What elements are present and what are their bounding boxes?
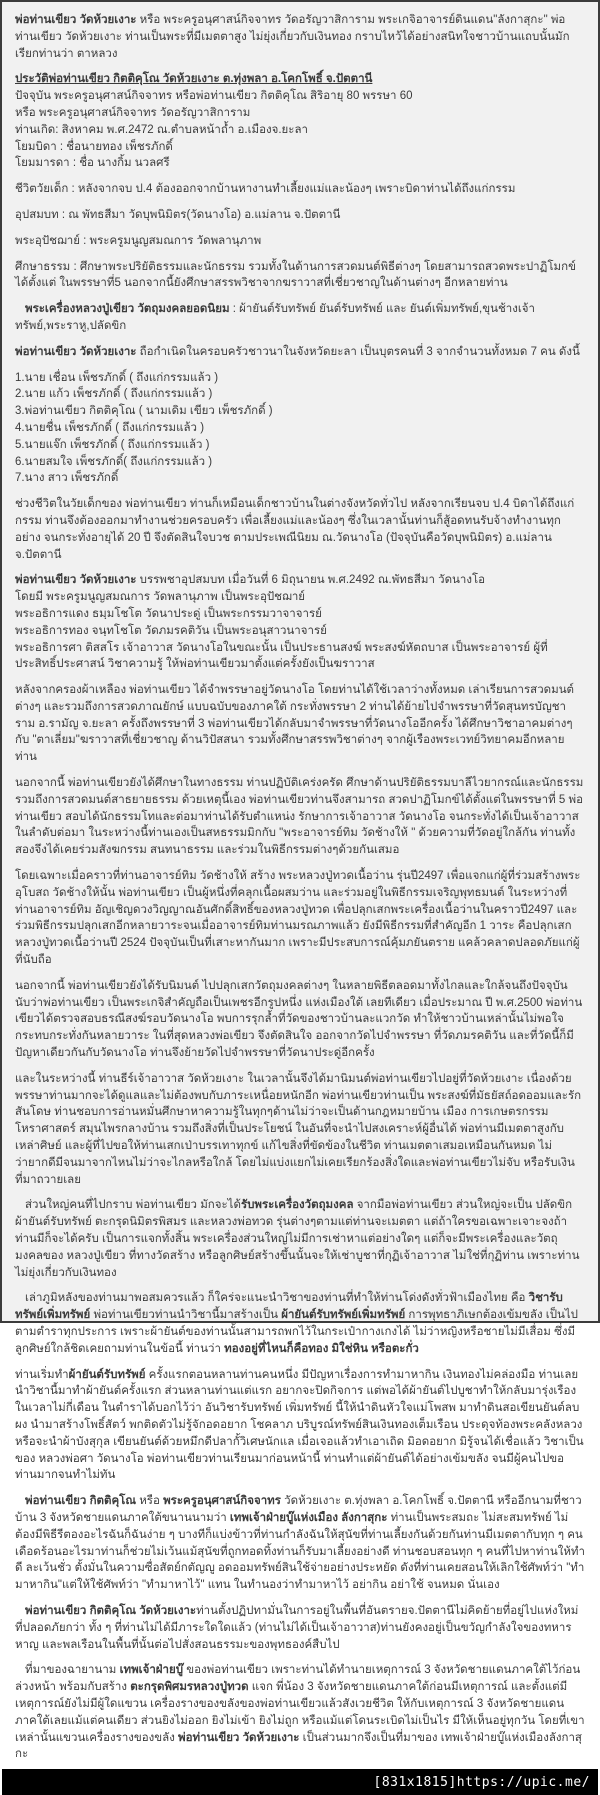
body-text: 1.นาย เชื่อน เพ็ชรภักดิ์ ( ถึงแก่กรรมแล้ว ) (15, 371, 219, 384)
body-text: โดยเฉพาะเมื่อคราวที่ท่านอาจารย์ทิม วัดช้างให้ สร้าง พระหลวงปู่ทวดเนื้อว่าน รุ่นปี2497 เพื่อแจกแก่ผู้ที่ร่วมสร้างพระอุโบสถ วัดช้างให้นั้น พ่อท่านเขียว เป็นผู้หนึ่งที่คลุกเนื้อผสมว่าน และร่วมอยู่ในพิธีกรรมเจริญพุทธมนต์ ในระหว่างที่ท่านอาจารย์ทิม อัญเชิญดวงวิญญาณอันศักดิ์สิทธิ์ของหลวงปู่ทวด เพื่อปลุกเสกพระเครื่องเนื้อว่านในคราวปี2497 และร่วมพิธีกรรมปลุกเสกอีกหลายวาระจนเมื่ออาจารย์ทิมท่านมรณภาพแล้ว ยังมีพิธีกรรมที่สำคัญอีก 1 วาระ คือปลุกเสกหลวงปู่ทวดเนื้อว่านปี 2524 ปัจจุบันเป็นที่เสาะหากันมาก เพราะมีประสบการณ์คุ้มภยันตราย แคล้วคลาดปลอดภัยแก่ผู้ที่นับถือ (15, 870, 581, 967)
paragraph (15, 1071, 585, 1189)
paragraph (15, 589, 585, 606)
emphasized-text: พ่อท่านเขียว กิตติคุโณ วัดห้วยเงาะ (25, 1604, 197, 1617)
paragraph (15, 682, 585, 766)
body-text: ส่วนใหญ่คนที่ไปกราบ พ่อท่านเขียว มักจะได้ (25, 1199, 241, 1212)
watermark-bar (2, 1769, 598, 1795)
body-text: 2.นาย แก้ว เพ็ชรภักดิ์ ( ถึงแก่กรรมแล้ว ) (15, 388, 213, 401)
paragraph (15, 233, 585, 250)
paragraph (15, 370, 585, 387)
body-text: ถือกำเนิดในครอบครัวชาวนาในจังหวัดยะลา เป็นบุตรคนที่ 3 จากจำนวนทั้งหมด 7 คน ดังนี้ (136, 345, 580, 358)
paragraph (15, 623, 585, 640)
body-text: โยมมารดา : ชื่อ นางกิ้ม นวลศรี (15, 157, 170, 170)
paragraph (15, 139, 585, 156)
paragraph (15, 1367, 585, 1485)
body-text: ท่านเริ่มทำ (15, 1368, 69, 1381)
emphasized-text: พระครูอนุศาสน์กิจจาทร (163, 1495, 281, 1508)
body-text: และในระหว่างนี้ ท่านธีร์เจ้าอาวาส วัดห้วยเงาะ ในเวลานั้นจึงได้มานิมนต์พ่อท่านเขียวไปอยู่ที่วัดห้วยเงาะ เนื่องด้วยพรรษาท่านมากจะได้ดูแลและไม่ต้องพบกับภาระเหนื่อยหนักอีก พ่อท่านเขียวท่านเป็น พระสงฆ์ที่มัธยัสถ์อดออมและรักสันโดษ ท่านชอบการอ่านหมั่นศึกษาหาความรู้ในทุกๆด้านไม่ว่าจะเป็นด้านกฎหมายบ้าน เมือง การเกษตรกรรม โหราศาสตร์ สมุนไพรกลางบ้าน รวมถึงสิ่งที่เป็นประโยชน์ ในอันที่จะนำไปสงเคราะห์ผู้อื่นได้ พ่อท่านมีเมตตาสูงกับเหล่าศิษย์ และผู้ที่ไปขอให้ท่านเสกเป่าบรรเทาทุกข์ แก้ไขสิ่งที่ขัดข้องในชีวิต ท่านเมตตาเสมอเหมือนกันหมด ไม่ว่ายากดีมีจนมาจากไหนไม่ว่าจะไกลหรือใกล้ โดยไม่แบ่งแยกไม่เคยเรียกร้องสิ่งใดและพ่อท่านเขียวไม่จับ หรือรับเงินที่มาถวายเลย (15, 1072, 582, 1186)
body-text: โยมบิดา : ชื่อนายทอง เพ็ชรภักดิ์ (15, 140, 173, 153)
emphasized-text: ผ้ายันต์รับทรัพย์เพิ่มทรัพย์ (281, 1309, 406, 1322)
body-text: บรรพชาอุปสมบท เมื่อวันที่ 6 มิถุนายน พ.ศ.2492 ณ.พัทธสีมา วัดนางโอ (136, 574, 486, 587)
paragraph (15, 1493, 585, 1594)
body-text: 3.พ่อท่านเขียว กิตติคุโณ ( นามเดิม เขียว เพ็ชรภักดิ์ ) (15, 405, 273, 418)
emphasized-text: ตะกรุดพิศมรหลวงปู่ทวด (130, 1681, 249, 1694)
paragraph (15, 775, 585, 859)
emphasized-text: พ่อท่านเขียว วัดห้วยเงาะ (15, 14, 137, 26)
emphasized-text: พระเครื่องหลวงปู่เขียว วัตถุมงคลยอดนิยม (25, 303, 230, 316)
paragraph (15, 1290, 585, 1357)
watermark-text: [831x1815]https://upic.me/ (373, 1774, 590, 1790)
paragraph (15, 207, 585, 224)
emphasized-text: พ่อท่านเขียว วัดห้วยเงาะ (178, 1731, 300, 1744)
body-text: เล่าภูมิหลังของท่านมาพอสมควรแล้ว ก็ใคร่จะแนะนำวิชาของท่านที่ทำให้ท่านโด่งดังทั่วฟ้าเมืองไทย คือ (25, 1292, 529, 1305)
body-text: จากมือพ่อท่านเขียว ส่วนใหญ่จะเป็น ปลัดขิก ผ้ายันต์รับทรัพย์ ตะกรุดนิมิตรพิสมร และหลวงพ่อทวด รุ่นต่างๆตามแต่ท่านจะเมตตา แต่ถ้าใครขอเฉพาะเจาะจงถ้าท่านมีก็จะได้ครับ เป็นการแจกทั้งสิ้น พระเครื่องส่วนใหญ่ไม่มีการเช่าหาแต่อย่างใดๆ แต่ก็จะมีพระเครื่องและวัตถุมงคลของ หลวงปู่เขียว ที่ทางวัดสร้าง หรือลูกศิษย์สร้างขึ้นนั้นจะให้เช่าบูชาที่กุฏิเจ้าอาวาส ไม่ใช่ที่กุฏิท่าน เพราะท่านไม่ยุ่งเกี่ยวกับเงินทอง (15, 1199, 580, 1279)
body-text: ครั้งแรกตอนหลานท่านคนหนึ่ง มีปัญหาเรื่องการทำมาหากิน เงินทองไม่คล่องมือ ท่านเลยนำวิชานี้มาทำผ้ายันต์ครั้งแรก ส่วนหลานท่านแต่แรก อยากจะปิดกิจการ แต่พอได้ผ้ายันต์ไปบูชาทำให้กลับมารุ่งเรืองในเวลาไม่กี่เดือน ในตำราได้บอกไว้ว่า อันวิชารับทรัพย์ เพิ่มทรัพย์ นี้ให้นำดินหัวใจแม่โพสพ มาทำดินสอเขียนยันต์ลบผง นำมาสร้างโพธิ์สัตว์ พกติดตัวไม่รู้จักอดอยาก โชคลาภ บริบูรณ์ทรัพย์สินเงินทองเต็มเรือน ประดุจท้องพระคลังหลวง หรือจะนำผ้าบังสุกุล เขียนยันต์ด้วยหมึกดีปลากั้วิเศษนักแล เมื่อเจอแล้วทำเอาเถิด มิอดอยาก มิรู้จนได้เชื่อแล้ว วิชาเป็นของ หลวงพ่อศา วัดนางโอ พ่อท่านเขียวท่านเรียนมาก่อนหน้านี้ ท่านทำแต่ผ้ายันต์ได้อย่างเข้มขลัง จนมีผู้คนไปขอท่านมากจนทำไม่ทัน (15, 1368, 584, 1482)
section-heading (15, 71, 585, 88)
paragraph (15, 606, 585, 623)
body-text: : ผ้ายันต์รับทรัพย์ ยันต์รับทรัพย์ และ ยันต์เพิ่มทรัพย์,ขุนช้างเจ้าทรัพย์,พระราหู,ปลัดขิก (15, 303, 535, 332)
body-text: การพุทธาภิเษกต้องเข้มขลัง เป็นไปตามตำราทุกประการ เพราะผ้ายันต์ของท่านนั้นสามารถพกไว้ในกระเป๋ากางเกงได้ ไม่ว่าหญิงหรือชายไม่มีเสื่อม ซึ่งมีลูกศิษย์ใกล้ชิดเคยถามท่านในข้อนี้ ท่านว่า (15, 1309, 578, 1355)
paragraph (15, 420, 585, 437)
paragraph (15, 1603, 585, 1653)
body-text: ชีวิตวัยเด็ก : หลังจากจบ ป.4 ต้องออกจากบ้านหางานทำเลี้ยงแม่และน้องๆ เพราะบิดาท่านได้ถึงแก่กรรม (15, 183, 516, 196)
emphasized-text: เทพเจ้าฝ่ายบู๊ (119, 1664, 184, 1677)
body-text: ท่านเป็นพระสมถะ ไม่สะสมทรัพย์ ไม่ต้องมีพิธีรีตองอะไรฉันก็ฉันง่าย ๆ บางทีก็แบ่งข้าวที่ท่านกำลังฉันให้สุนัขที่ท่านเลี้ยงกันด้วยกันท่านมีเมตตากับทุก ๆ คน เดือดร้อนอะไรมาท่านก็ช่วยไม่เว้นแม้สุนัขที่ถูกทอดทิ้งท่านก็รับมาเลี้ยงอย่างดี ท่านชอบสอนทุก ๆ คนที่ไปหาท่านให้ทำดี ละเว้นชั่ว ตั้งมั่นในความซื่อสัตย์กตัญญู อดออมทรัพย์สินใช้จ่ายอย่างประหยัด ดังที่ท่านเคยสอนให้เลิกใช้ศัพท์ว่า "ทำมาหากิน"แต่ให้ใช้ศัพท์ว่า "ทำมาหาไว้" แทน ในทำนองว่าทำมาหาไว้ อย่ากิน อย่าใช้ จนหมด นั่นเอง (15, 1511, 585, 1592)
body-text: พระอธิการศา ติสสโร เจ้าอาวาส วัดนางโอในขณะนั้น เป็นประธานสงฆ์ พระสงฆ์หัตถบาส เป็นพระอาจารย์ ผู้ที่ประสิทธิ์ประศาสน์ วิชาความรู้ ให้พ่อท่านเขียวมาตั้งแต่ครั้งยังเป็นฆราวาส (15, 641, 548, 671)
body-text: นอกจากนี้ พ่อท่านเขียวยังได้ศึกษาในทางธรรม ท่านปฏิบัติเคร่งครัด ศึกษาด้านปริยัติธรรมบาลีไวยากรณ์และนักธรรม รวมถึงการสวดมนต์สาธยายธรรม ด้วยเหตุนี้เอง พ่อท่านเขียวท่านจึงสามารถ สวดปาฏิโมกข์ได้ตั้งแต่ในพรรษาที่ 5 พ่อท่านเขียว สอบได้นักธรรมโทและต่อมาท่านได้รับตำแหน่ง รักษาการเจ้าอาวาส วัดนางโอ จนกระทั่งได้เป็นเจ้าอาวาสในลำดับต่อมา ในระหว่างนี้ท่านเองเป็นสหธรรมมิกกับ "พระอาจารย์ทิม วัดช้างให้ " ด้วยความที่วัดอยู่ใกล้กัน ท่านทั้งสองจึงได้เคยร่วมสังฆกรรม สนทนาธรรม และร่วมในพิธีกรรมต่างๆด้วยกันเสมอ (15, 777, 584, 857)
body-text: แจก พี่น้อง 3 จังหวัดชายแดนภาคใต้ก่อนมีเหตุการณ์ และตั้งแต่มีเหตุการณ์ยังไม่มีผู้ใดแขวน เครื่องรางของขลังของพ่อท่านเขียวแล้วสังเวยชีวิต ให้กับเหตุการณ์ 3 จังหวัดชายแดนภาคใต้เลยแม้แต่คนเดียว ส่วนยิงไม่ออก ยิงไม่เข้า ยิงไม่ถูก หรือแม้แต่โดนระเบิดไม่เป็นไร มีให้เห็นอยู่ทุกวัน โดยที่เขาเหล่านั้นแขวนเครื่องรางของขลัง (15, 1681, 585, 1744)
emphasized-text: ผ้ายันต์รับทรัพย์ (68, 1368, 146, 1381)
paragraph (15, 640, 585, 674)
paragraph (15, 122, 585, 139)
body-text: ของพ่อท่านเขียว เพราะท่านได้ทำนายเหตุการณ์ 3 จังหวัดชายแดนภาคใต้ไว้ก่อนล่วงหน้า พร้อมกับสร้าง (15, 1664, 581, 1694)
body-text: หลังจากครองผ้าเหลือง พ่อท่านเขียว ได้จำพรรษาอยู่วัดนางโอ โดยท่านได้ใช้เวลาว่างทั้งหมด เล่าเรียนการสวดมนต์ต่างๆ และรวมถึงการสวดภาณยักษ์ แบบฉบับของภาคใต้ กระทั่งพรรษา 2 ท่านได้ย้ายไปจำพรรษาที่วัดสุนทรบัญชาราม อ.รามัญ จ.ยะลา ครั้งถึงพรรษาที่ 3 พ่อท่านเขียวได้กลับมาจำพรรษาที่วัดนางโออีกครั้ง ได้ศึกษาวิชาอาคมต่างๆ กับ "ตาเลี่ยม"ฆราวาสที่เชี่ยวชาญ ด้านวิปัสสนา รวมทั้งศึกษาสรรพวิชาต่างๆ จากผู้เรืองพระเวทย์วิทยาคมอีกหลายท่าน (15, 684, 575, 764)
body-text: ช่วงชีวิตในวัยเด็กของ พ่อท่านเขียว ท่านก็เหมือนเด็กชาวบ้านในต่างจังหวัดทั่วไป หลังจากเรียนจบ ป.4 บิดาได้ถึงแก่กรรม ท่านจึงต้องออกมาทำงานช่วยครอบครัว เพื่อเลี้ยงแม่และน้องๆ ซึ่งในเวลานั้นท่านก็สู้อดทนรับจ้างทำงานทุกอย่าง จนกระทั่งอายุได้ 20 ปี จึงตัดสินใจบวช ตามประเพณีนิยม ณ.วัดนางโอ (ปัจจุบันคือวัดบุพนิมิตร) อ.แม่ลาน จ.ปัตตานี (15, 498, 575, 561)
paragraph (15, 259, 585, 293)
paragraph (15, 301, 585, 335)
emphasized-text: พ่อท่านเขียว กิตติคุโณ (25, 1495, 137, 1508)
paragraph (15, 1662, 585, 1763)
body-text: โดยมี พระครูมนูญสมณการ วัดพลานุภาพ เป็นพระอุปัชฌาย์ (15, 591, 306, 604)
body-text: พ่อท่านเขียวท่านนำวิชานี้มาสร้างเป็น (90, 1309, 282, 1322)
emphasized-text: เทพเจ้าฝ่ายบู๊แห่งเมือง ลังกาสุกะ (229, 1511, 388, 1524)
paragraph (15, 868, 585, 969)
paragraph (15, 386, 585, 403)
body-text: พระอธิการทอง จนฺทโชโต วัดภมรคติวัน เป็นพระอนุสาวนาจารย์ (15, 624, 327, 637)
body-text: ท่านตั้งปฏิปทามั่นในการอยู่ในพื้นที่อันตรายจ.ปัตตานีไม่คิดย้ายที่อยู่ไปแห่งใหม่ที่ปลอดภัยกว่า ทั้ง ๆ ที่ท่านไม่ได้มีภาระใดใดแล้ว (ท่านไม่ได้เป็นเจ้าอาวาส)ท่านยังคงอยู่เป็นขวัญกำลังใจของทหารหาญ และพลเรือนในพื้นที่นั้นต่อไปสั่งสอนธรรมะของพุทธองค์สืบไป (15, 1604, 579, 1651)
paragraph (15, 572, 585, 589)
body-text: วัดห้วยเงาะ ต.ทุ่งพลา อ.โคกโพธิ์ จ.ปัตตานี หรืออีกนามที่ชาวบ้าน 3 จังหวัดชายแดนภาคใต้ขนานนามว่า (15, 1495, 582, 1524)
paragraph (15, 88, 585, 105)
body-text: หรือ (136, 1495, 164, 1508)
emphasized-text: วิชารับทรัพย์เพิ่มทรัพย์ (15, 1292, 563, 1322)
body-text: อุปสมบท : ณ พัทธสีมา วัดบุพนิมิตร(วัดนางโอ) อ.แม่ลาน จ.ปัตตานี (15, 208, 341, 221)
paragraph (15, 344, 585, 361)
body-text: หรือ พระครูอนุศาสน์กิจจาทร วัดอรัญวาสิการาม พระเกจิอาจารย์ดินแดน"ลังกาสุกะ" พ่อท่านเขียว วัดห้วยเงาะ ท่านเป็นพระที่มีเมตตาสูง ไม่ยุ่งเกี่ยวกับเงินทอง กราบไหว้ได้อย่างสนิทใจชาวบ้านแถบนั้นมักเรียกท่านว่า ตาหลวง (15, 14, 570, 60)
body-text: ที่มาของฉายานาม (25, 1664, 120, 1677)
body-text: ศึกษาธรรม : ศึกษาพระปริยัติธรรมและนักธรรม รวมทั้งในด้านการสวดมนต์พิธีต่างๆ โดยสามารถสวดพระปาฏิโมกข์ได้ตั้งแต่ ในพรรษาที่5 นอกจากนี้ยังศึกษาสรรพวิชาจากฆราวาสที่เชี่ยวชาญในด้านต่างๆ อีกหลายท่าน (15, 260, 576, 290)
body-text: พระอุปัชฌาย์ : พระครูมนูญสมณการ วัดพลานุภาพ (15, 234, 262, 247)
paragraph (15, 496, 585, 563)
body-text: เป็นส่วนมากจึงเป็นที่มาของ เทพเจ้าฝ่ายบู๊แห่งเมืองลังกาสุกะ (15, 1731, 582, 1761)
body-text: หรือ พระครูอนุศาสน์กิจจาทร วัดอรัญวาสิการาม (15, 106, 251, 119)
paragraph (15, 12, 585, 62)
body-text: ปัจจุบัน พระครูอนุศาสน์กิจจาทร หรือพ่อท่านเขียว กิตติคุโณ สิริอายุ 80 พรรษา 60 (15, 90, 413, 103)
emphasized-text: พ่อท่านเขียว วัดห้วยเงาะ (15, 345, 137, 358)
paragraph (15, 181, 585, 198)
emphasized-text: ทองอยู่ที่ไหนก็คือทอง มิใช่หิน หรือตะกั่ว (224, 1342, 419, 1355)
paragraph (15, 454, 585, 471)
document-body (2, 2, 598, 1769)
paragraph (15, 403, 585, 420)
paragraph (15, 1197, 585, 1281)
body-text: นอกจากนี้ พ่อท่านเขียวยังได้รับนิมนต์ ไปปลุกเสกวัตถุมงคลต่างๆ ในหลายพิธีตลอดมาทั้งไกลและใกล้จนถึงปัจจุบัน นับว่าพ่อท่านเขียว เป็นพระเกจิสำคัญถือเป็นเพชรอีกรูปหนึ่ง แห่งเมืองใต้ เลยทีเดียว เมื่อประมาณ ปี พ.ศ.2500 พ่อท่านเขียวได้ตรวจสอบธรณีสงฆ์รอบวัดนางโอ พบการรุกล้ำที่วัดของชาวบ้านละแวกวัด ทำให้ชาวบ้านเหล่านั้นไม่พอใจ กระทบกระทั่งกันหลายวาระ ในที่สุดหลวงพ่อเขียว จึงตัดสินใจ ออกจากวัดไปจำพรรษา ที่วัดภมรคติวัน และที่วัดนี้ก็มีปัญหาเดียวกันกับวัดนางโอ ท่านจึงย้ายวัดไปจำพรรษาที่วัดนาประดู่อีกครั้ง (15, 979, 583, 1060)
paragraph (15, 155, 585, 172)
emphasized-text: รับพระเครื่องวัตถุมงคล (240, 1199, 354, 1212)
body-text: ท่านเกิด: สิงหาคม พ.ศ.2472 ณ.ตำบลหน้าถ้ำ อ.เมืองจ.ยะลา (15, 123, 308, 136)
emphasized-text: พ่อท่านเขียว วัดห้วยเงาะ (15, 574, 137, 587)
paragraph (15, 978, 585, 1062)
paragraph (15, 470, 585, 487)
paragraph (15, 105, 585, 122)
body-text: 6.นายสมใจ เพ็ชรภักดิ์( ถึงแก่กรรมแล้ว ) (15, 455, 213, 468)
body-text: 5.นายแจ๊ก เพ็ชรภักดิ์ ( ถึงแก่กรรมแล้ว ) (15, 438, 210, 451)
body-text: 7.นาง สาว เพ็ชรภักดิ์ (15, 472, 119, 485)
paragraph (15, 437, 585, 454)
body-text: พระอธิการแดง ธมฺมโชโต วัดนาประดู่ เป็นพระกรรมวาจาจารย์ (15, 607, 322, 620)
body-text: 4.นายชื่น เพ็ชรภักดิ์ ( ถึงแก่กรรมแล้ว ) (15, 421, 205, 434)
emphasized-text: ประวัติพ่อท่านเขียว กิตติคุโณ วัดห้วยเงาะ ต.ทุ่งพลา อ.โคกโพธิ์ จ.ปัตตานี (15, 73, 373, 86)
